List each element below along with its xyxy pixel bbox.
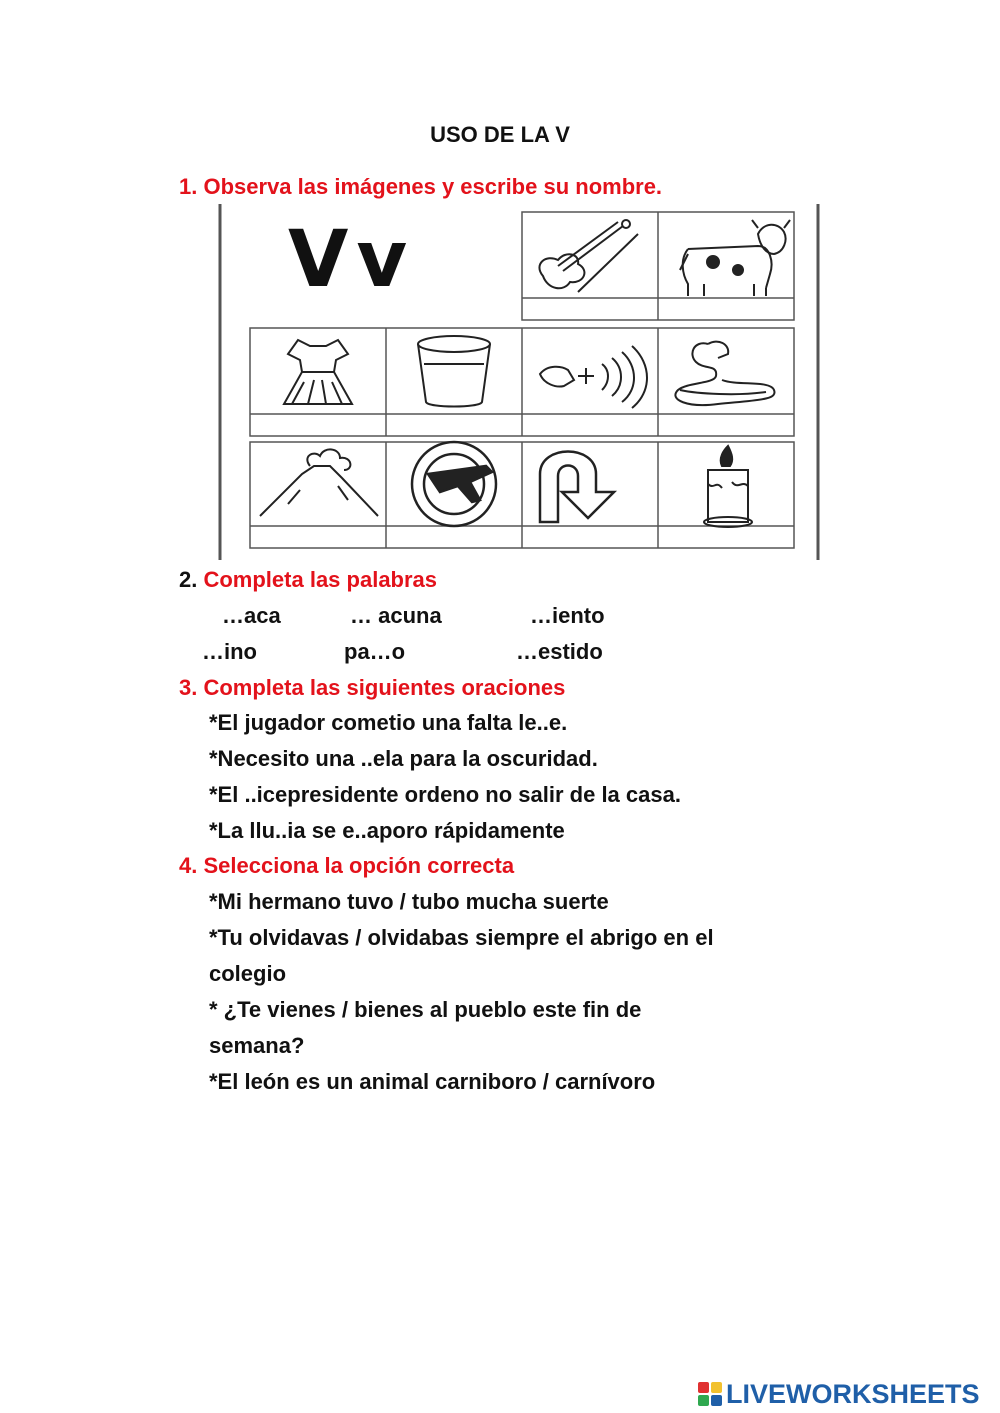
sentence-line: *El ..icepresidente ordeno no salir de la casa. <box>209 782 681 807</box>
glass-icon <box>418 336 490 407</box>
word-blank: …aca <box>222 603 281 628</box>
question-2-heading <box>179 567 437 593</box>
letter-vv: Vv <box>288 215 416 305</box>
word-blank: …ino <box>202 639 257 664</box>
liveworksheets-logo[interactable] <box>698 1376 980 1412</box>
question-2-text: Completa las palabras <box>203 567 438 592</box>
choice-line: *El león es un animal carniboro / carnívoro <box>209 1069 656 1094</box>
question-3-text: Completa las siguientes oraciones <box>203 675 566 700</box>
question-4-number: 4. <box>179 853 198 878</box>
choice-line: *Mi hermano tuvo / tubo mucha suerte <box>209 889 609 914</box>
violin-icon <box>539 220 638 292</box>
snake-icon <box>675 342 774 405</box>
word-blank: …iento <box>530 603 605 628</box>
sentence-line: *Necesito una ..ela para la oscuridad. <box>209 746 598 771</box>
airplane-globe-icon <box>412 442 496 526</box>
question-1-heading <box>179 174 662 200</box>
word-blank: …estido <box>516 639 603 664</box>
question-4-heading <box>179 853 514 879</box>
question-1-text: Observa las imágenes y escribe su nombre. <box>203 174 663 199</box>
dress-icon <box>284 340 352 404</box>
question-4-text: Selecciona la opción correcta <box>203 853 515 878</box>
choice-line: * ¿Te vienes / bienes al pueblo este fin de <box>209 997 642 1022</box>
logo-mark-icon <box>698 1382 722 1406</box>
choice-line: colegio <box>209 961 287 986</box>
question-1-number: 1. <box>179 174 198 199</box>
logo-text: LIVEWORKSHEETS <box>726 1378 980 1409</box>
question-2-number: 2. <box>179 567 198 592</box>
sentence-line: *El jugador cometio una falta le..e. <box>209 710 568 735</box>
word-blank: pa…o <box>344 639 406 664</box>
word-blank: … acuna <box>350 603 442 628</box>
wind-icon <box>540 346 647 408</box>
choice-line: semana? <box>209 1033 305 1058</box>
u-turn-arrow-icon <box>540 452 614 523</box>
volcano-icon <box>260 449 378 516</box>
vocabulary-image-grid <box>218 204 821 560</box>
question-3-number: 3. <box>179 675 198 700</box>
cow-icon <box>680 220 790 296</box>
sentence-line: *La llu..ia se e..aporo rápidamente <box>209 818 565 843</box>
question-3-heading <box>179 675 565 701</box>
choice-line: *Tu olvidavas / olvidabas siempre el abrigo en el <box>209 925 714 950</box>
page-title: USO DE LA V <box>430 122 570 147</box>
candle-icon <box>704 446 752 527</box>
